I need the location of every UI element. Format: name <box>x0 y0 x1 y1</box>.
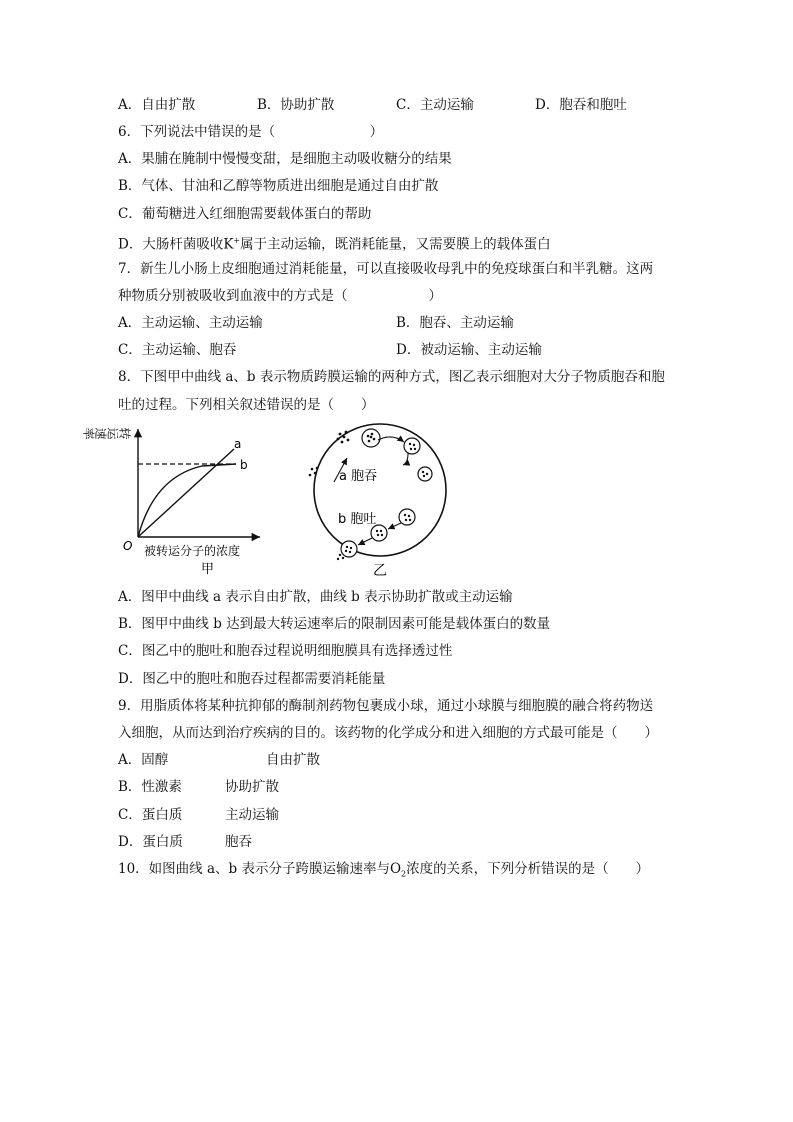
endo-arrow-1 <box>378 437 404 442</box>
q8-stem-line1: 8．下图甲中曲线 a、b 表示物质跨膜运输的两种方式，图乙表示细胞对大分子物质胞吞和胞 <box>118 369 665 385</box>
q9-stem-line2: 入细胞，从而达到治疗疾病的目的。该药物的化学成分和进入细胞的方式最可能是（ ） <box>118 725 658 741</box>
q7-option-a: A．主动运输、主动运输 <box>118 315 263 331</box>
figure-jia <box>83 425 272 585</box>
q7-option-b: B．胞吞、主动运输 <box>396 315 514 331</box>
yi-caption: 乙 <box>373 563 387 579</box>
jia-curve-b <box>138 464 236 537</box>
q5-option-d: D．胞吞和胞吐 <box>535 97 627 113</box>
q8-stem-line2: 吐的过程。下列相关叙述错误的是（ ） <box>118 397 375 413</box>
jia-curve-b-label: b <box>240 458 248 472</box>
endo-vesicle-2 <box>404 438 420 454</box>
exo-label: b 胞吐 <box>338 512 377 527</box>
q9-option-a: A．固醇 <box>118 752 169 768</box>
q9-stem-line1: 9．用脂质体将某种抗抑郁的酶制剂药物包裹成小球，通过小球膜与细胞膜的融合将药物送 <box>118 698 654 714</box>
q9-option-c: C．蛋白质 <box>118 807 183 823</box>
exo-vesicle-3 <box>341 541 357 557</box>
q6-option-c: C．葡萄糖进入红细胞需要载体蛋白的帮助 <box>118 206 372 222</box>
q9-option-b-method: 协助扩散 <box>225 779 279 795</box>
q7-stem-line2: 种物质分别被吸收到血液中的方式是（ ） <box>118 288 442 304</box>
q9-option-d-method: 胞吞 <box>225 834 252 850</box>
q9-option-b: B．性激素 <box>118 779 182 795</box>
figure-yi <box>300 425 460 585</box>
q7-stem-line1: 7．新生儿小肠上皮细胞通过消耗能量，可以直接吸收母乳中的免疫球蛋白和半乳糖。这两 <box>118 261 654 277</box>
endo-vesicle-3 <box>418 467 432 481</box>
jia-curve-a <box>138 449 234 537</box>
q5-option-b: B．协助扩散 <box>257 97 335 113</box>
q8-option-d: D．图乙中的胞吐和胞吞过程都需要消耗能量 <box>118 671 386 687</box>
q6-stem: 6．下列说法中错误的是（ ） <box>118 124 384 140</box>
q6-option-b: B．气体、甘油和乙醇等物质进出细胞是通过自由扩散 <box>118 178 439 194</box>
jia-caption: 甲 <box>201 562 215 577</box>
q6-option-a: A．果脯在腌制中慢慢变甜，是细胞主动吸收糖分的结果 <box>118 151 452 167</box>
q8-option-a: A．图甲中曲线 a 表示自由扩散，曲线 b 表示协助扩散或主动运输 <box>118 589 513 605</box>
q8-option-c: C．图乙中的胞吐和胞吞过程说明细胞膜具有选择透过性 <box>118 643 453 659</box>
jia-curve-a-label: a <box>234 437 242 451</box>
exo-arrow-2 <box>358 538 372 545</box>
jia-y-axis-label: 转运速率 <box>83 426 131 440</box>
q5-option-c: C．主动运输 <box>396 97 474 113</box>
q9-option-a-method: 自由扩散 <box>266 752 320 768</box>
exo-arrow-1 <box>388 523 401 529</box>
jia-x-axis-label: 被转运分子的浓度 <box>144 544 241 558</box>
q9-option-c-method: 主动运输 <box>225 807 279 823</box>
endo-arrow-2 <box>403 453 408 465</box>
exo-vesicle-2 <box>371 525 387 541</box>
exo-vesicle-1 <box>399 509 415 525</box>
q5-option-a: A．自由扩散 <box>118 97 196 113</box>
q6-option-d: D．大肠杆菌吸收K+属于主动运输，既消耗能量，又需要膜上的载体蛋白 <box>118 236 551 253</box>
jia-origin-label: O <box>123 539 133 553</box>
q9-option-d: D．蛋白质 <box>118 834 183 850</box>
q8-option-b: B．图甲中曲线 b 达到最大转运速率后的限制因素可能是载体蛋白的数量 <box>118 616 551 632</box>
endo-label: a 胞吞 <box>339 469 378 484</box>
q7-option-c: C．主动运输、胞吞 <box>118 342 237 358</box>
q7-option-d: D．被动运输、主动运输 <box>396 342 542 358</box>
q10-stem: 10．如图曲线 a、b 表示分子跨膜运输速率与$O_2$浓度的关系，下列分析错误的是（ ） <box>118 861 650 879</box>
